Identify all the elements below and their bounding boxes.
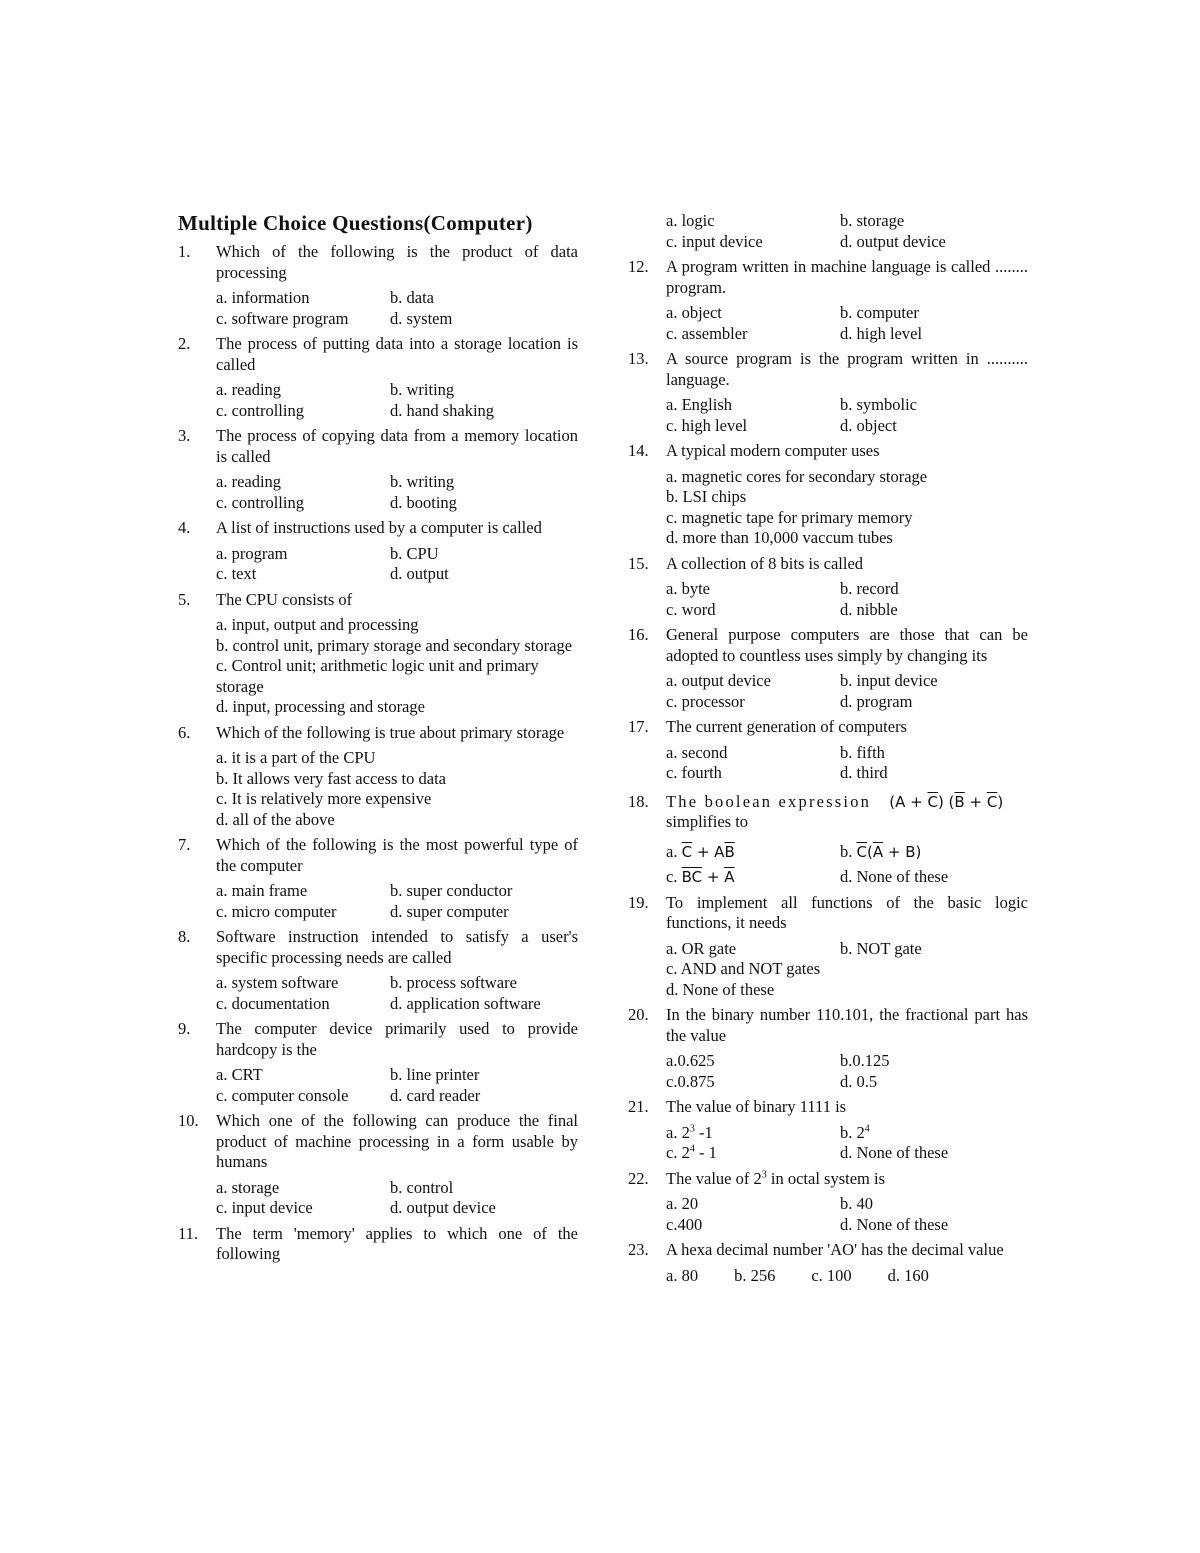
question-2 (178, 334, 578, 421)
options (666, 671, 1028, 712)
question-text: The value of $2^3$ in octal system is (666, 1168, 886, 1188)
option[interactable]: b. storage (840, 211, 905, 230)
question-17 (628, 717, 1028, 784)
options (666, 211, 1028, 252)
question-number: 12. (628, 257, 649, 276)
option[interactable]: a. $2^3$ -1 (666, 1122, 713, 1142)
question-number: 6. (178, 722, 191, 742)
options (666, 939, 1028, 1001)
option[interactable]: a.0.625 (666, 1051, 715, 1070)
question-text: A typical modern computer uses (666, 441, 880, 460)
option[interactable]: b. record (840, 579, 899, 598)
option[interactable]: d. card reader (390, 1085, 481, 1105)
question-text: In the binary number 110.101, the fractional part has the value (666, 1005, 1028, 1045)
option[interactable]: a. reading (216, 380, 282, 399)
question-4 (178, 518, 578, 585)
option[interactable]: b. CPU (390, 543, 439, 563)
left-column (178, 210, 578, 1265)
question-text: A hexa decimal number 'AO' has the decimal value (666, 1240, 1004, 1259)
question-text: Which of the following is the product of data processing (216, 242, 578, 282)
option[interactable]: b. fifth (840, 742, 885, 762)
question-number: 3. (178, 426, 191, 445)
question-number: 11. (178, 1223, 199, 1243)
options (666, 842, 1028, 888)
question-number: 10. (178, 1111, 199, 1130)
option[interactable]: b. symbolic (840, 395, 917, 414)
question-text: Which of the following is true about primary storage (216, 722, 565, 742)
question-8 (178, 927, 578, 1014)
option[interactable]: c. $2^4 - 1$ (666, 1143, 717, 1162)
option[interactable]: a. $\overline{C} + A\overline{B}$ (666, 841, 735, 861)
option[interactable]: c. 100 (811, 1265, 852, 1285)
options (216, 1178, 578, 1219)
option[interactable]: c. high level (666, 415, 748, 435)
option[interactable]: c. It is relatively more expensive (216, 789, 432, 808)
question-number: 2. (178, 334, 191, 353)
option[interactable]: d. None of these (840, 1143, 949, 1162)
question-text: Which one of the following can produce the final product of machine processing in a form usable by humans (216, 1111, 578, 1171)
question-number: 18. (628, 791, 649, 811)
option[interactable]: a. information (216, 288, 310, 307)
option[interactable]: d. object (840, 415, 897, 435)
question-text: A collection of 8 bits is called (666, 553, 864, 573)
option[interactable]: a. English (666, 395, 732, 414)
question-text: The process of putting data into a storage location is called (216, 334, 578, 374)
option[interactable]: a. OR gate (666, 938, 737, 958)
options (216, 1065, 578, 1106)
options (216, 380, 578, 421)
option[interactable]: c. $\overline{BC} + \overline{A}$ (666, 867, 735, 886)
question-number: 14. (628, 441, 649, 460)
option[interactable]: d. None of these (840, 867, 949, 886)
options (666, 1123, 1028, 1164)
options (216, 615, 578, 718)
option[interactable]: d. more than 10,000 vaccum tubes (666, 528, 893, 547)
options (216, 472, 578, 513)
options (216, 748, 578, 830)
option[interactable]: a. it is a part of the CPU (216, 748, 376, 767)
option[interactable]: a. main frame (216, 881, 308, 900)
question-number: 8. (178, 927, 191, 946)
question-text: A program written in machine language is called ........ program. (666, 257, 1028, 297)
option[interactable]: b. $\overline{C}(\overline{A} + B)$ (840, 841, 922, 861)
question-text: The CPU consists of (216, 589, 353, 609)
option[interactable]: a. CRT (216, 1065, 263, 1084)
question-number: 5. (178, 589, 191, 609)
option[interactable]: b. super conductor (390, 881, 513, 900)
question-text: To implement all functions of the basic logic functions, it needs (666, 892, 1028, 932)
options (666, 1194, 1028, 1235)
question-7 (178, 835, 578, 922)
question-text: Which of the following is the most powerful type of the computer (216, 835, 578, 875)
question-number: 13. (628, 349, 649, 368)
question-number: 19. (628, 892, 649, 912)
question-text (666, 792, 1028, 833)
question-number: 15. (628, 553, 649, 573)
question-6 (178, 723, 578, 831)
option[interactable]: b. input device (840, 671, 938, 690)
option[interactable]: d. super computer (390, 901, 509, 921)
option[interactable]: c. Control unit; arithmetic logic unit and primary storage (216, 656, 539, 696)
option[interactable]: a. reading (216, 472, 282, 491)
options (666, 579, 1028, 620)
option[interactable]: c. input device (666, 231, 763, 251)
options (216, 973, 578, 1014)
option[interactable]: b. control (390, 1177, 454, 1197)
question-20 (628, 1005, 1028, 1092)
options (666, 1266, 1028, 1287)
option[interactable]: d. application software (390, 993, 541, 1013)
option[interactable]: d. all of the above (216, 809, 335, 829)
question-number: 9. (178, 1019, 191, 1038)
option[interactable]: a. 20 (666, 1194, 699, 1213)
question-text: A source program is the program written in .......... language. (666, 349, 1028, 389)
option[interactable]: a. input, output and processing (216, 615, 419, 634)
question-23 (628, 1240, 1028, 1286)
option[interactable]: d. output (390, 564, 449, 583)
option[interactable]: a. 80 (666, 1265, 699, 1285)
option[interactable]: c. computer console (216, 1085, 349, 1105)
question-14 (628, 441, 1028, 549)
boolean-expression: $(A + \overline{C})$ $(\overline{B} + \overline{C})$ (889, 792, 1004, 811)
options (216, 881, 578, 922)
options (666, 303, 1028, 344)
option[interactable]: b. It allows very fast access to data (216, 768, 447, 788)
option[interactable]: b. NOT gate (840, 938, 922, 958)
question-13 (628, 349, 1028, 436)
option[interactable]: d. hand shaking (390, 400, 495, 420)
options (666, 1051, 1028, 1092)
options (216, 544, 578, 585)
option[interactable]: b. process software (390, 973, 517, 992)
options (216, 288, 578, 329)
option[interactable]: a. program (216, 543, 288, 563)
question-10 (178, 1111, 578, 1219)
option[interactable]: d. None of these (666, 979, 775, 999)
option[interactable]: d. None of these (840, 1214, 949, 1234)
option[interactable]: c. input device (216, 1198, 313, 1217)
question-number: 17. (628, 717, 649, 736)
option[interactable]: b. 256 (734, 1265, 776, 1285)
option[interactable]: a. storage (216, 1177, 280, 1197)
question-11 (178, 1224, 578, 1265)
option[interactable]: a. system software (216, 973, 339, 992)
question-1 (178, 242, 578, 329)
question-19 (628, 893, 1028, 1001)
option[interactable]: c. documentation (216, 993, 330, 1013)
question-text: A list of instructions used by a computer is called (216, 518, 542, 537)
question-text-main: The boolean expression (666, 791, 872, 811)
question-text: The current generation of computers (666, 717, 907, 736)
options (666, 395, 1028, 436)
question-15 (628, 554, 1028, 621)
question-text: Software instruction intended to satisfy a user's specific processing needs are called (216, 927, 578, 967)
question-21 (628, 1097, 1028, 1164)
option[interactable]: d. booting (390, 492, 457, 512)
option[interactable]: d. 0.5 (840, 1071, 878, 1091)
option[interactable]: c. controlling (216, 492, 304, 512)
option[interactable]: c.400 (666, 1214, 703, 1234)
question-text: The process of copying data from a memory location is called (216, 426, 578, 466)
option[interactable]: b. 40 (840, 1194, 873, 1213)
question-text: The computer device primarily used to provide hardcopy is the (216, 1019, 578, 1059)
option[interactable]: c. software program (216, 308, 349, 328)
option[interactable]: b. writing (390, 472, 455, 491)
right-column (628, 210, 1028, 1291)
option[interactable]: d. third (840, 763, 888, 782)
option[interactable]: b. LSI chips (666, 487, 747, 506)
question-9 (178, 1019, 578, 1106)
question-5 (178, 590, 578, 718)
options (666, 743, 1028, 784)
question-text: The term 'memory' applies to which one of the following (216, 1223, 578, 1263)
option[interactable]: b. $2^4$ (840, 1122, 870, 1142)
option[interactable]: b. control unit, primary storage and secondary storage (216, 635, 573, 655)
question-number: 22. (628, 1168, 649, 1188)
option[interactable]: b.0.125 (840, 1051, 890, 1070)
question-number: 7. (178, 835, 191, 854)
question-number: 23. (628, 1240, 649, 1259)
question-3 (178, 426, 578, 513)
option[interactable]: d. output device (390, 1198, 496, 1217)
option[interactable]: c. controlling (216, 400, 304, 420)
question-text: General purpose computers are those that can be adopted to countless uses simply by changing its (666, 625, 1028, 665)
question-12 (628, 257, 1028, 344)
option[interactable]: c. micro computer (216, 901, 337, 921)
option[interactable]: c. AND and NOT gates (666, 959, 821, 978)
option[interactable]: d. high level (840, 323, 923, 343)
option[interactable]: a. object (666, 303, 722, 322)
option[interactable]: a. second (666, 742, 728, 762)
question-18 (628, 792, 1028, 888)
question-text: The value of binary 1111 is (666, 1097, 847, 1116)
question-16 (628, 625, 1028, 712)
option[interactable]: b. data (390, 288, 434, 307)
question-number: 1. (178, 242, 191, 261)
option[interactable]: c. assembler (666, 323, 748, 343)
option[interactable]: c. magnetic tape for primary memory (666, 507, 913, 527)
question-text-tail: simplifies to (666, 812, 749, 831)
question-22 (628, 1169, 1028, 1236)
option[interactable]: d. 160 (887, 1265, 929, 1285)
option[interactable]: c. processor (666, 691, 745, 711)
option[interactable]: b. writing (390, 380, 455, 399)
option[interactable]: a. byte (666, 579, 710, 598)
options (666, 467, 1028, 549)
option[interactable]: d. system (390, 308, 453, 328)
option[interactable]: a. magnetic cores for secondary storage (666, 466, 928, 486)
option[interactable]: d. nibble (840, 599, 898, 619)
option[interactable]: a. logic (666, 211, 715, 230)
option[interactable]: d. program (840, 691, 913, 711)
option[interactable]: c. word (666, 599, 716, 619)
question-11-options (628, 211, 1028, 252)
option[interactable]: c. text (216, 564, 257, 583)
option[interactable]: d. output device (840, 231, 946, 251)
option[interactable]: c. fourth (666, 763, 722, 782)
option[interactable]: d. input, processing and storage (216, 697, 425, 716)
option[interactable]: b. line printer (390, 1065, 480, 1084)
question-number: 4. (178, 518, 191, 537)
option[interactable]: c.0.875 (666, 1071, 715, 1091)
question-number: 20. (628, 1005, 649, 1024)
question-number: 16. (628, 625, 649, 644)
option[interactable]: b. computer (840, 303, 919, 322)
page-title: Multiple Choice Questions(Computer) (178, 211, 533, 235)
question-number: 21. (628, 1097, 649, 1116)
option[interactable]: a. output device (666, 671, 771, 690)
